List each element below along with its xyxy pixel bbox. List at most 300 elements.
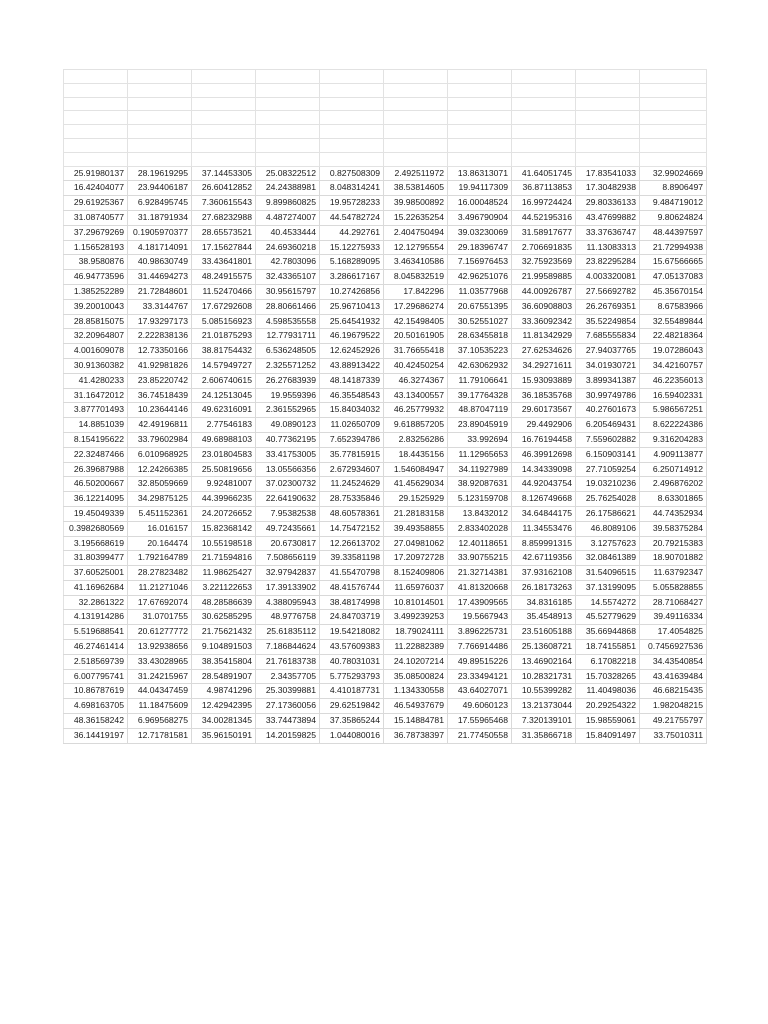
table-cell: 46.50200667	[64, 477, 128, 492]
table-cell: 14.75472152	[320, 521, 384, 536]
table-cell: 48.87047119	[448, 403, 512, 418]
table-cell: 7.559602882	[576, 432, 640, 447]
table-row	[64, 580, 707, 595]
table-cell: 7.508656119	[256, 551, 320, 566]
table-cell: 1.044080016	[320, 728, 384, 743]
table-cell: 32.55489844	[640, 314, 707, 329]
table-cell: 19.03210236	[576, 477, 640, 492]
table-cell: 44.74352934	[640, 506, 707, 521]
table-cell: 28.19619295	[128, 166, 192, 181]
table-cell: 38.81754432	[192, 344, 256, 359]
table-cell: 10.81014501	[384, 595, 448, 610]
table-cell: 17.55965468	[448, 714, 512, 729]
table-cell: 21.72848601	[128, 284, 192, 299]
table-cell: 23.94406187	[128, 181, 192, 196]
table-cell: 21.75621432	[192, 625, 256, 640]
table-cell: 46.39912698	[512, 447, 576, 462]
table-cell: 40.98630749	[128, 255, 192, 270]
empty-cell	[512, 111, 576, 125]
table-cell: 3.463410586	[384, 255, 448, 270]
table-cell: 40.77362195	[256, 432, 320, 447]
table-cell: 30.95615797	[256, 284, 320, 299]
empty-cell	[320, 152, 384, 166]
table-cell: 49.0890123	[256, 418, 320, 433]
table-cell: 49.21755797	[640, 714, 707, 729]
table-cell: 12.24266385	[128, 462, 192, 477]
table-cell: 32.20964807	[64, 329, 128, 344]
table-cell: 32.2861322	[64, 595, 128, 610]
table-row	[64, 699, 707, 714]
table-cell: 42.67119356	[512, 551, 576, 566]
table-cell: 30.62585295	[192, 610, 256, 625]
empty-cell	[128, 97, 192, 111]
table-row	[64, 314, 707, 329]
table-row	[64, 462, 707, 477]
table-row	[64, 403, 707, 418]
table-cell: 19.9559396	[256, 388, 320, 403]
table-cell: 2.361552965	[256, 403, 320, 418]
table-cell: 35.77815915	[320, 447, 384, 462]
table-cell: 27.04981062	[384, 536, 448, 551]
table-cell: 4.388095943	[256, 595, 320, 610]
table-cell: 4.181714091	[128, 240, 192, 255]
table-cell: 48.36158242	[64, 714, 128, 729]
table-row	[64, 418, 707, 433]
table-cell: 18.4435156	[384, 447, 448, 462]
table-cell: 34.29875125	[128, 492, 192, 507]
table-cell: 34.01930721	[576, 358, 640, 373]
table-cell: 2.518569739	[64, 654, 128, 669]
table-cell: 41.16962684	[64, 580, 128, 595]
table-cell: 44.292761	[320, 225, 384, 240]
table-cell: 14.8851039	[64, 418, 128, 433]
table-cell: 46.8089106	[576, 521, 640, 536]
table-row	[64, 669, 707, 684]
table-cell: 30.52551027	[448, 314, 512, 329]
table-cell: 16.00048524	[448, 196, 512, 211]
table-cell: 17.67292608	[192, 299, 256, 314]
table-cell: 14.57949727	[192, 358, 256, 373]
table-cell: 11.63792347	[640, 566, 707, 581]
table-cell: 34.11927989	[448, 462, 512, 477]
table-cell: 26.27683939	[256, 373, 320, 388]
empty-cell	[576, 125, 640, 139]
empty-cell	[384, 70, 448, 84]
empty-cell	[64, 138, 128, 152]
table-cell: 48.41576744	[320, 580, 384, 595]
empty-cell	[512, 125, 576, 139]
empty-cell	[384, 152, 448, 166]
table-cell: 33.43028965	[128, 654, 192, 669]
empty-cell	[640, 97, 707, 111]
table-cell: 15.14884781	[384, 714, 448, 729]
table-cell: 44.92043754	[512, 477, 576, 492]
table-cell: 44.04347459	[128, 684, 192, 699]
table-cell: 2.492511972	[384, 166, 448, 181]
table-cell: 11.22882389	[384, 640, 448, 655]
table-cell: 12.62452926	[320, 344, 384, 359]
table-cell: 18.90701882	[640, 551, 707, 566]
table-cell: 5.168289095	[320, 255, 384, 270]
table-cell: 1.982048215	[640, 699, 707, 714]
table-cell: 14.34339098	[512, 462, 576, 477]
table-cell: 21.32714381	[448, 566, 512, 581]
table-cell: 12.42942395	[192, 699, 256, 714]
table-cell: 30.91360382	[64, 358, 128, 373]
table-cell: 2.672934607	[320, 462, 384, 477]
table-cell: 5.085156923	[192, 314, 256, 329]
empty-cell	[448, 125, 512, 139]
table-cell: 36.12214095	[64, 492, 128, 507]
empty-cell	[320, 125, 384, 139]
table-cell: 11.13083313	[576, 240, 640, 255]
table-cell: 32.08461389	[576, 551, 640, 566]
table-cell: 3.221122653	[192, 580, 256, 595]
table-row	[64, 270, 707, 285]
empty-row	[64, 152, 707, 166]
table-cell: 41.45629034	[384, 477, 448, 492]
empty-cell	[128, 138, 192, 152]
spreadsheet-body	[64, 70, 707, 744]
table-cell: 26.39687988	[64, 462, 128, 477]
table-cell: 16.59402331	[640, 388, 707, 403]
table-cell: 6.17082218	[576, 654, 640, 669]
table-row	[64, 388, 707, 403]
empty-cell	[256, 152, 320, 166]
table-cell: 48.24915575	[192, 270, 256, 285]
table-cell: 13.86313071	[448, 166, 512, 181]
empty-cell	[448, 83, 512, 97]
table-cell: 15.84091497	[576, 728, 640, 743]
table-cell: 49.89515226	[448, 654, 512, 669]
table-cell: 46.68215435	[640, 684, 707, 699]
table-cell: 9.92481007	[192, 477, 256, 492]
table-cell: 48.28586639	[192, 595, 256, 610]
table-cell: 3.496790904	[448, 210, 512, 225]
table-cell: 27.71059254	[576, 462, 640, 477]
table-cell: 1.792164789	[128, 551, 192, 566]
table-cell: 23.85220742	[128, 373, 192, 388]
table-cell: 15.84034032	[320, 403, 384, 418]
empty-row	[64, 138, 707, 152]
table-cell: 2.606740615	[192, 373, 256, 388]
table-cell: 9.104891503	[192, 640, 256, 655]
table-cell: 8.045832519	[384, 270, 448, 285]
empty-cell	[64, 70, 128, 84]
table-cell: 29.61925367	[64, 196, 128, 211]
empty-cell	[256, 111, 320, 125]
table-cell: 31.54096515	[576, 566, 640, 581]
table-cell: 4.698163705	[64, 699, 128, 714]
table-cell: 2.222838136	[128, 329, 192, 344]
table-row	[64, 166, 707, 181]
table-cell: 13.8432012	[448, 506, 512, 521]
table-cell: 38.9580876	[64, 255, 128, 270]
table-cell: 25.76254028	[576, 492, 640, 507]
table-cell: 24.84703719	[320, 610, 384, 625]
table-cell: 27.68232988	[192, 210, 256, 225]
empty-cell	[448, 152, 512, 166]
table-cell: 39.17764328	[448, 388, 512, 403]
table-cell: 39.49116334	[640, 610, 707, 625]
table-cell: 4.003320081	[576, 270, 640, 285]
empty-row	[64, 97, 707, 111]
table-cell: 42.7803096	[256, 255, 320, 270]
empty-cell	[384, 111, 448, 125]
table-cell: 20.50161905	[384, 329, 448, 344]
table-row	[64, 225, 707, 240]
table-row	[64, 299, 707, 314]
table-cell: 22.32487466	[64, 447, 128, 462]
table-cell: 15.12275933	[320, 240, 384, 255]
empty-cell	[576, 97, 640, 111]
table-cell: 38.92087631	[448, 477, 512, 492]
table-cell: 15.82368142	[192, 521, 256, 536]
table-cell: 7.320139101	[512, 714, 576, 729]
table-cell: 44.00926787	[512, 284, 576, 299]
table-cell: 16.016157	[128, 521, 192, 536]
table-cell: 31.0701755	[128, 610, 192, 625]
table-cell: 42.63062932	[448, 358, 512, 373]
table-row	[64, 344, 707, 359]
table-cell: 49.68988103	[192, 432, 256, 447]
table-cell: 26.60412852	[192, 181, 256, 196]
table-cell: 24.10207214	[384, 654, 448, 669]
table-row	[64, 506, 707, 521]
table-cell: 6.007795741	[64, 669, 128, 684]
table-row	[64, 240, 707, 255]
table-cell: 31.35866718	[512, 728, 576, 743]
table-cell: 19.07286043	[640, 344, 707, 359]
table-row	[64, 536, 707, 551]
table-cell: 44.39966235	[192, 492, 256, 507]
table-cell: 39.33581198	[320, 551, 384, 566]
table-cell: 34.42160757	[640, 358, 707, 373]
table-cell: 16.42404077	[64, 181, 128, 196]
table-cell: 11.24524629	[320, 477, 384, 492]
table-cell: 35.52249854	[576, 314, 640, 329]
table-cell: 2.77546183	[192, 418, 256, 433]
table-cell: 46.54937679	[384, 699, 448, 714]
table-cell: 1.385252289	[64, 284, 128, 299]
table-row	[64, 551, 707, 566]
table-cell: 30.99749786	[576, 388, 640, 403]
table-cell: 7.685555834	[576, 329, 640, 344]
table-cell: 45.52779629	[576, 610, 640, 625]
table-cell: 5.519688541	[64, 625, 128, 640]
table-cell: 21.99589885	[512, 270, 576, 285]
table-cell: 31.24215967	[128, 669, 192, 684]
table-cell: 42.49196811	[128, 418, 192, 433]
table-cell: 18.74155851	[576, 640, 640, 655]
table-cell: 19.95728233	[320, 196, 384, 211]
table-cell: 47.05137083	[640, 270, 707, 285]
table-cell: 42.15498405	[384, 314, 448, 329]
table-cell: 37.02300732	[256, 477, 320, 492]
table-cell: 0.1905970377	[128, 225, 192, 240]
table-cell: 8.622224386	[640, 418, 707, 433]
table-row	[64, 714, 707, 729]
empty-cell	[256, 125, 320, 139]
table-cell: 40.78031031	[320, 654, 384, 669]
empty-cell	[640, 111, 707, 125]
table-cell: 49.72435661	[256, 521, 320, 536]
table-cell: 49.6060123	[448, 699, 512, 714]
table-cell: 14.5574272	[576, 595, 640, 610]
table-cell: 37.13199095	[576, 580, 640, 595]
table-cell: 9.618857205	[384, 418, 448, 433]
table-cell: 17.29686274	[384, 299, 448, 314]
table-cell: 12.40118651	[448, 536, 512, 551]
table-cell: 9.484719012	[640, 196, 707, 211]
empty-cell	[128, 152, 192, 166]
table-cell: 6.205469431	[576, 418, 640, 433]
table-cell: 46.35548543	[320, 388, 384, 403]
empty-cell	[384, 125, 448, 139]
table-cell: 1.546084947	[384, 462, 448, 477]
table-cell: 42.96251076	[448, 270, 512, 285]
empty-cell	[128, 111, 192, 125]
table-cell: 3.195668619	[64, 536, 128, 551]
table-cell: 48.14187339	[320, 373, 384, 388]
table-row	[64, 284, 707, 299]
table-row	[64, 625, 707, 640]
table-cell: 5.775293793	[320, 669, 384, 684]
empty-cell	[128, 70, 192, 84]
table-cell: 32.99024669	[640, 166, 707, 181]
table-cell: 32.97942837	[256, 566, 320, 581]
table-row	[64, 329, 707, 344]
table-cell: 34.8316185	[512, 595, 576, 610]
empty-cell	[64, 152, 128, 166]
table-cell: 39.03230069	[448, 225, 512, 240]
table-cell: 17.20972728	[384, 551, 448, 566]
table-cell: 35.96150191	[192, 728, 256, 743]
empty-cell	[64, 83, 128, 97]
empty-cell	[640, 125, 707, 139]
table-cell: 31.80399477	[64, 551, 128, 566]
table-cell: 13.92938656	[128, 640, 192, 655]
table-cell: 31.58917677	[512, 225, 576, 240]
table-cell: 45.35670154	[640, 284, 707, 299]
empty-cell	[576, 83, 640, 97]
table-cell: 15.70328265	[576, 669, 640, 684]
empty-cell	[192, 111, 256, 125]
table-cell: 34.64844175	[512, 506, 576, 521]
table-cell: 20.164474	[128, 536, 192, 551]
table-cell: 4.487274007	[256, 210, 320, 225]
table-cell: 43.47699882	[576, 210, 640, 225]
table-cell: 48.9776758	[256, 610, 320, 625]
table-cell: 33.36092342	[512, 314, 576, 329]
table-cell: 33.41753005	[256, 447, 320, 462]
table-cell: 20.79215383	[640, 536, 707, 551]
table-cell: 25.08322512	[256, 166, 320, 181]
table-cell: 36.74518439	[128, 388, 192, 403]
table-cell: 8.154195622	[64, 432, 128, 447]
table-row	[64, 566, 707, 581]
empty-cell	[448, 138, 512, 152]
table-cell: 25.50819656	[192, 462, 256, 477]
table-cell: 46.3274367	[384, 373, 448, 388]
table-row	[64, 654, 707, 669]
table-cell: 17.30482938	[576, 181, 640, 196]
table-cell: 27.17360056	[256, 699, 320, 714]
table-cell: 28.65573521	[192, 225, 256, 240]
table-cell: 7.186844624	[256, 640, 320, 655]
table-cell: 15.67566665	[640, 255, 707, 270]
table-cell: 29.1525929	[384, 492, 448, 507]
empty-cell	[320, 97, 384, 111]
table-cell: 10.27426856	[320, 284, 384, 299]
table-cell: 46.94773596	[64, 270, 128, 285]
table-cell: 12.71781581	[128, 728, 192, 743]
table-cell: 17.83541033	[576, 166, 640, 181]
table-cell: 11.81342929	[512, 329, 576, 344]
table-cell: 11.34553476	[512, 521, 576, 536]
table-cell: 38.48174998	[320, 595, 384, 610]
table-cell: 19.54218082	[320, 625, 384, 640]
table-cell: 15.22635254	[384, 210, 448, 225]
table-cell: 32.75923569	[512, 255, 576, 270]
table-row	[64, 447, 707, 462]
table-cell: 20.67551395	[448, 299, 512, 314]
table-cell: 23.33494121	[448, 669, 512, 684]
empty-cell	[640, 70, 707, 84]
table-cell: 21.76183738	[256, 654, 320, 669]
table-cell: 17.39133902	[256, 580, 320, 595]
table-cell: 28.27823482	[128, 566, 192, 581]
table-cell: 5.451152361	[128, 506, 192, 521]
empty-cell	[320, 111, 384, 125]
table-cell: 43.57609383	[320, 640, 384, 655]
table-cell: 8.126749668	[512, 492, 576, 507]
table-cell: 13.21373044	[512, 699, 576, 714]
empty-cell	[320, 83, 384, 97]
table-cell: 23.89045919	[448, 418, 512, 433]
table-cell: 34.29271611	[512, 358, 576, 373]
table-cell: 7.156976453	[448, 255, 512, 270]
table-cell: 46.22356013	[640, 373, 707, 388]
table-cell: 29.18396747	[448, 240, 512, 255]
empty-cell	[192, 152, 256, 166]
table-cell: 25.96710413	[320, 299, 384, 314]
table-cell: 41.64051745	[512, 166, 576, 181]
table-cell: 17.15627844	[192, 240, 256, 255]
empty-cell	[256, 83, 320, 97]
table-cell: 36.14419197	[64, 728, 128, 743]
table-cell: 9.80624824	[640, 210, 707, 225]
empty-cell	[128, 83, 192, 97]
table-cell: 8.8906497	[640, 181, 707, 196]
table-cell: 17.842296	[384, 284, 448, 299]
empty-cell	[640, 152, 707, 166]
empty-cell	[448, 97, 512, 111]
table-cell: 10.55198518	[192, 536, 256, 551]
table-cell: 33.75010311	[640, 728, 707, 743]
table-cell: 28.85815075	[64, 314, 128, 329]
table-cell: 33.74473894	[256, 714, 320, 729]
table-cell: 7.95382538	[256, 506, 320, 521]
table-cell: 13.46902164	[512, 654, 576, 669]
empty-cell	[576, 111, 640, 125]
spreadsheet-grid	[63, 69, 707, 744]
empty-cell	[512, 70, 576, 84]
table-cell: 23.01804583	[192, 447, 256, 462]
table-cell: 38.53814605	[384, 181, 448, 196]
table-cell: 7.360615543	[192, 196, 256, 211]
table-cell: 5.123159708	[448, 492, 512, 507]
